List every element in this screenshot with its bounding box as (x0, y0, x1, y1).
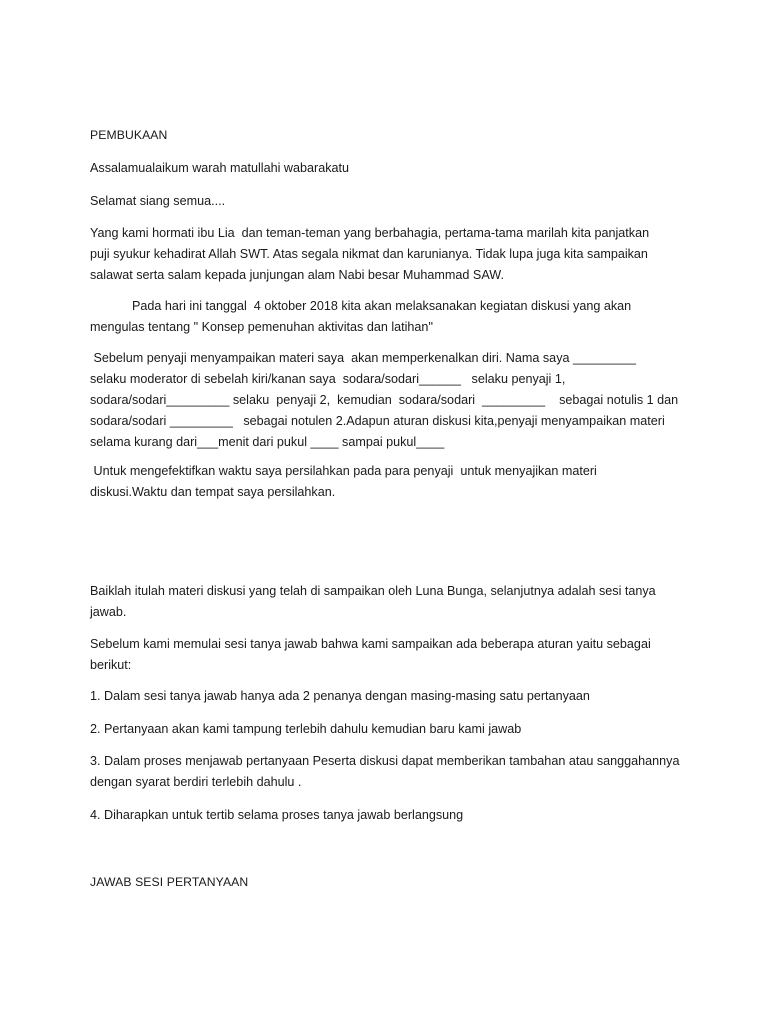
paragraph-introduction (90, 348, 690, 453)
text-line: sodara/sodari _________ sebagai notulen 2.Adapun aturan diskusi kita,penyaji menyampaikan materi (90, 414, 665, 428)
text-line: puji syukur kehadirat Allah SWT. Atas segala nikmat dan karunianya. Tidak lupa juga kita sampaikan (90, 247, 648, 261)
text-line: berikut: (90, 658, 132, 672)
good-afternoon-line: Selamat siang semua.... (90, 194, 226, 208)
rule-3 (90, 751, 690, 793)
text-line: Untuk mengefektifkan waktu saya persilahkan pada para penyaji untuk menyajikan materi (90, 464, 597, 478)
paragraph-respect (90, 223, 690, 286)
rule-4: 4. Diharapkan untuk tertib selama proses tanya jawab berlangsung (90, 808, 464, 822)
rule-1: 1. Dalam sesi tanya jawab hanya ada 2 penanya dengan masing-masing satu pertanyaan (90, 689, 590, 703)
rule-2: 2. Pertanyaan akan kami tampung terlebih dahulu kemudian baru kami jawab (90, 722, 522, 736)
text-line: mengulas tentang " Konsep pemenuhan aktivitas dan latihan" (90, 320, 433, 334)
text-line: 3. Dalam proses menjawab pertanyaan Peserta diskusi dapat memberikan tambahan atau sanggahannya (90, 754, 680, 768)
text-line: selaku moderator di sebelah kiri/kanan saya sodara/sodari______ selaku penyaji 1, (90, 372, 566, 386)
text-line: salawat serta salam kepada junjungan alam Nabi besar Muhammad SAW. (90, 268, 504, 282)
paragraph-efficient (90, 461, 690, 503)
heading-opening: PEMBUKAAN (90, 128, 168, 142)
paragraph-date (90, 296, 690, 338)
text-line: diskusi.Waktu dan tempat saya persilahkan. (90, 485, 336, 499)
text-line: Baiklah itulah materi diskusi yang telah di sampaikan oleh Luna Bunga, selanjutnya adalah sesi tanya (90, 584, 656, 598)
text-line: selama kurang dari___menit dari pukul ____ sampai pukul____ (90, 435, 445, 449)
paragraph-rules-intro (90, 634, 690, 676)
paragraph-qa-start (90, 581, 690, 623)
greeting-line: Assalamualaikum warah matullahi wabarakatu (90, 161, 349, 175)
text-line: jawab. (90, 605, 127, 619)
text-line: Pada hari ini tanggal 4 oktober 2018 kita akan melaksanakan kegiatan diskusi yang akan (90, 299, 632, 313)
heading-answer-session: JAWAB SESI PERTANYAAN (90, 875, 249, 889)
text-line: Yang kami hormati ibu Lia dan teman-teman yang berbahagia, pertama-tama marilah kita panjatkan (90, 226, 650, 240)
text-line: dengan syarat berdiri terlebih dahulu . (90, 775, 302, 789)
text-line: Sebelum penyaji menyampaikan materi saya akan memperkenalkan diri. Nama saya _________ (90, 351, 637, 365)
text-line: sodara/sodari_________ selaku penyaji 2, kemudian sodara/sodari _________ sebagai notulis 1 dan (90, 393, 679, 407)
text-line: Sebelum kami memulai sesi tanya jawab bahwa kami sampaikan ada beberapa aturan yaitu sebagai (90, 637, 651, 651)
